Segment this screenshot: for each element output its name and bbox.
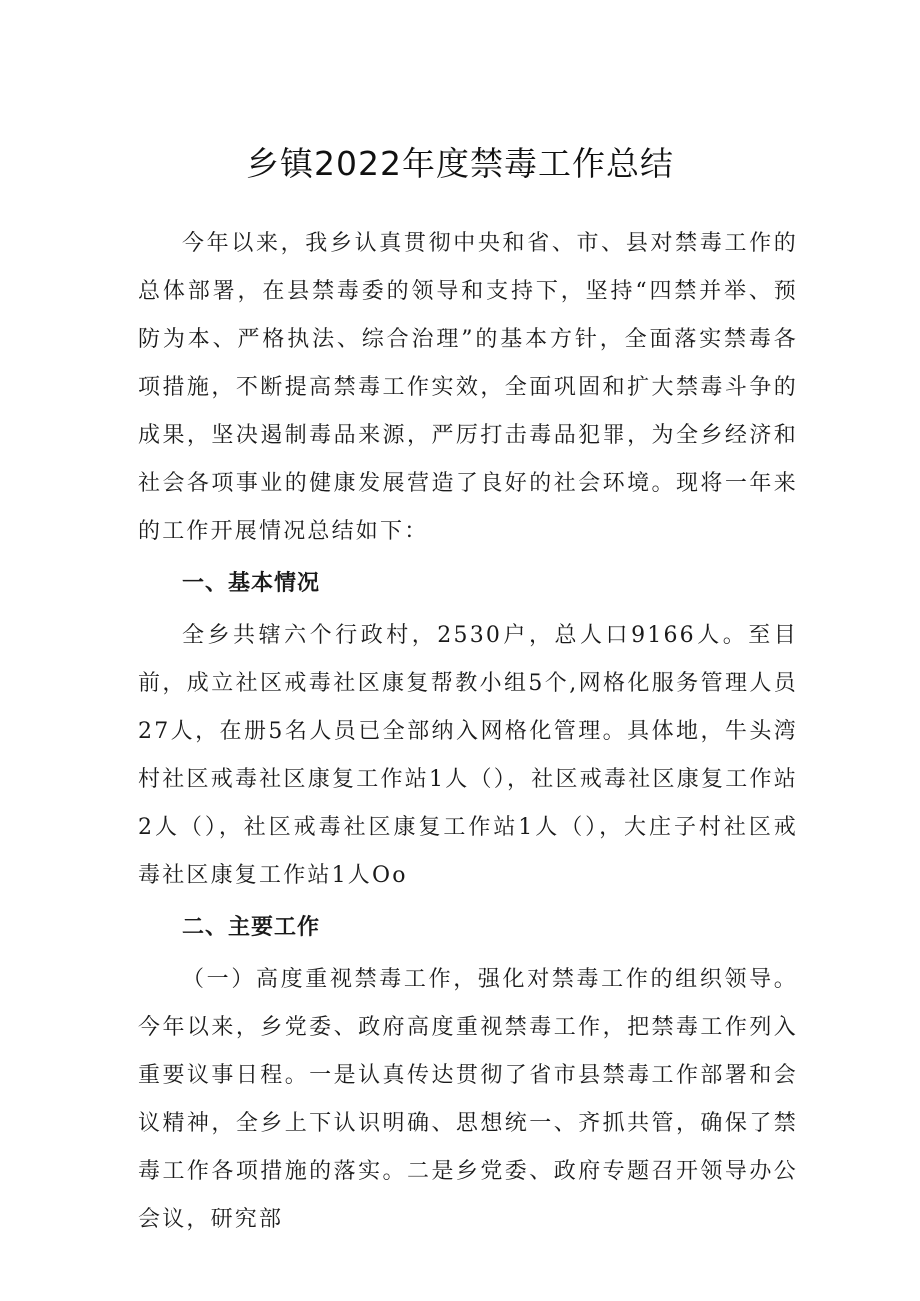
main-work-paragraph: （一）高度重视禁毒工作，强化对禁毒工作的组织领导。今年以来，乡党委、政府高度重视禁毒工作，把禁毒工作列入重要议事日程。一是认真传达贯彻了省市县禁毒工作部署和会议精神，全乡上下认识明确、思想统一、齐抓共管，确保了禁毒工作各项措施的落实。二是乡党委、政府专题召开领导办公会议，研究部 (138, 967, 798, 1232)
page-title: 乡镇2022年度禁毒工作总结 (246, 144, 674, 183)
intro-paragraph: 今年以来，我乡认真贯彻中央和省、市、县对禁毒工作的总体部署，在县禁毒委的领导和支持下，坚持“四禁并举、预防为本、严格执法、综合治理”的基本方针，全面落实禁毒各项措施，不断提高禁毒工作实效，全面巩固和扩大禁毒斗争的成果，坚决遏制毒品来源，严厉打击毒品犯罪，为全乡经济和社会各项事业的健康发展营造了良好的社会环境。现将一年来的工作开展情况总结如下： (138, 231, 798, 544)
section-heading-main-work: 二、主要工作 (182, 915, 321, 940)
basic-situation-paragraph: 全乡共辖六个行政村，2530户，总人口9166人。至目前，成立社区戒毒社区康复帮教小组5个,网格化服务管理人员27人，在册5名人员已全部纳入网格化管理。具体地，牛头湾村社区戒毒社区康复工作站1人（），社区戒毒社区康复工作站2人（），社区戒毒社区康复工作站1人（），大庄子村社区戒毒社区康复工作站1人Oo (138, 623, 798, 888)
section-heading-basic: 一、基本情况 (182, 571, 321, 596)
document-body (138, 220, 798, 1244)
